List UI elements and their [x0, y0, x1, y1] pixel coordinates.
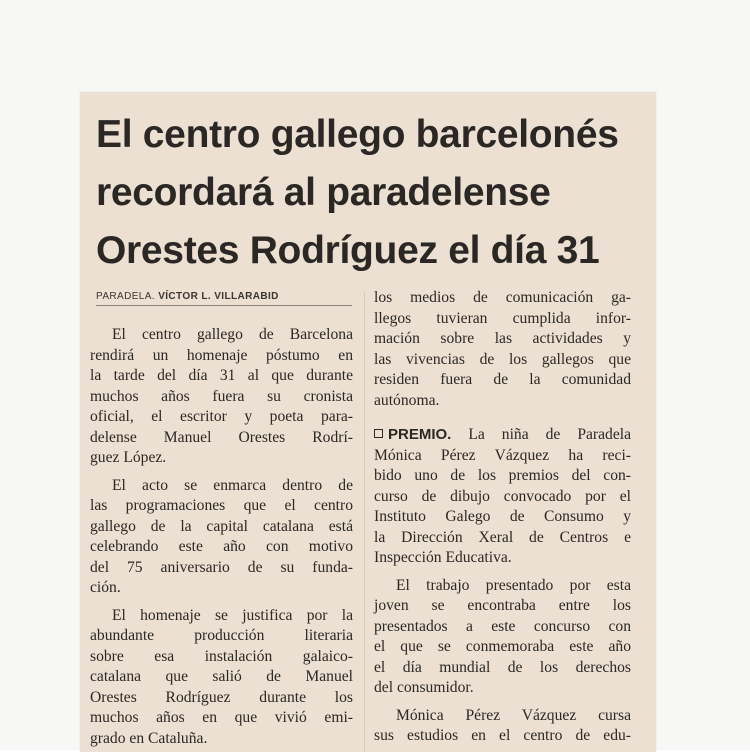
- text-line: muchos años fuera su cronista: [90, 387, 353, 405]
- text-line: Mónica Pérez Vázquez ha reci-: [374, 446, 631, 464]
- text-line: El trabajo presentado por esta: [396, 576, 631, 594]
- text-line: mación sobre las actividades y: [374, 330, 631, 347]
- text-line: bido uno de los premios del con-: [374, 467, 631, 484]
- headline-line: El centro gallego barcelonés: [96, 113, 619, 156]
- text-line: del 75 aniversario de su funda-: [90, 558, 353, 576]
- section-first-line: La niña de Paradela: [468, 426, 632, 443]
- section-heading: PREMIO.: [388, 426, 452, 443]
- text-line: catalana que salió de Manuel: [90, 668, 353, 685]
- text-line: el que se conmemoraba este año: [374, 638, 631, 655]
- text-line: curso de dibujo convocado por el: [374, 487, 631, 505]
- byline-place: PARADELA.: [96, 291, 155, 302]
- text-line: las programaciones que el centro: [90, 497, 353, 514]
- text-line: El acto se enmarca dentro de: [112, 476, 353, 494]
- text-line: la Dirección Xeral de Centros e: [374, 528, 631, 546]
- text-line: del consumidor.: [374, 679, 474, 696]
- headline: [96, 106, 652, 280]
- paragraph: [374, 288, 631, 411]
- text-line: muchos años en que vivió emi-: [90, 709, 353, 726]
- text-line: autónoma.: [374, 391, 440, 409]
- paragraph-premio: [374, 425, 631, 569]
- text-line: el día mundial de los derechos: [374, 658, 631, 676]
- paragraph: [374, 576, 631, 699]
- text-line: guez López.: [90, 449, 167, 466]
- text-line: residen fuera de la comunidad: [374, 371, 631, 388]
- text-line: abundante producción literaria: [90, 627, 353, 644]
- text-line: llegos tuvieran cumplida infor-: [374, 309, 631, 327]
- text-line: sus estudios en el centro de edu-: [374, 727, 631, 744]
- paragraph: [90, 606, 353, 750]
- text-line: delense Manuel Orestes Rodrí-: [90, 428, 353, 446]
- newspaper-clipping: [80, 92, 656, 752]
- column-divider: [364, 292, 365, 752]
- text-line: oficial, el escritor y poeta para-: [90, 408, 353, 425]
- text-line: Orestes Rodríguez durante los: [90, 688, 353, 706]
- right-column: [374, 288, 631, 752]
- square-bullet-icon: [374, 429, 383, 438]
- text-line: ción.: [90, 579, 121, 596]
- text-line: Inspección Educativa.: [374, 549, 512, 566]
- headline-line: recordará al paradelense: [96, 171, 551, 214]
- text-line: presentados a este concurso con: [374, 617, 631, 635]
- paragraph: [90, 476, 353, 599]
- text-line: Instituto Galego de Consumo y: [374, 508, 631, 525]
- byline: [96, 291, 352, 306]
- text-line: El homenaje se justifica por la: [112, 606, 353, 624]
- text-line: grado en Cataluña.: [90, 729, 208, 747]
- left-column: [90, 325, 353, 752]
- text-line: joven se encontraba entre los: [374, 597, 631, 614]
- headline-line: Orestes Rodríguez el día 31: [96, 229, 600, 272]
- text-line: Mónica Pérez Vázquez cursa: [396, 706, 631, 724]
- text-line: El centro gallego de Barcelona: [112, 326, 353, 343]
- paragraph: [374, 706, 631, 747]
- text-line: los medios de comunicación ga-: [374, 289, 631, 306]
- byline-author: VÍCTOR L. VILLARABID: [158, 291, 279, 302]
- text-line: las vivencias de los gallegos que: [374, 350, 631, 368]
- text-line: la tarde del día 31 al que durante: [90, 367, 353, 384]
- text-line: gallego de la capital catalana está: [90, 517, 353, 535]
- text-line: [374, 425, 631, 446]
- text-line: sobre esa instalación galaico-: [90, 647, 353, 665]
- paragraph: [90, 325, 353, 469]
- text-line: celebrando este año con motivo: [90, 538, 353, 555]
- text-line: rendirá un homenaje póstumo en: [90, 346, 353, 364]
